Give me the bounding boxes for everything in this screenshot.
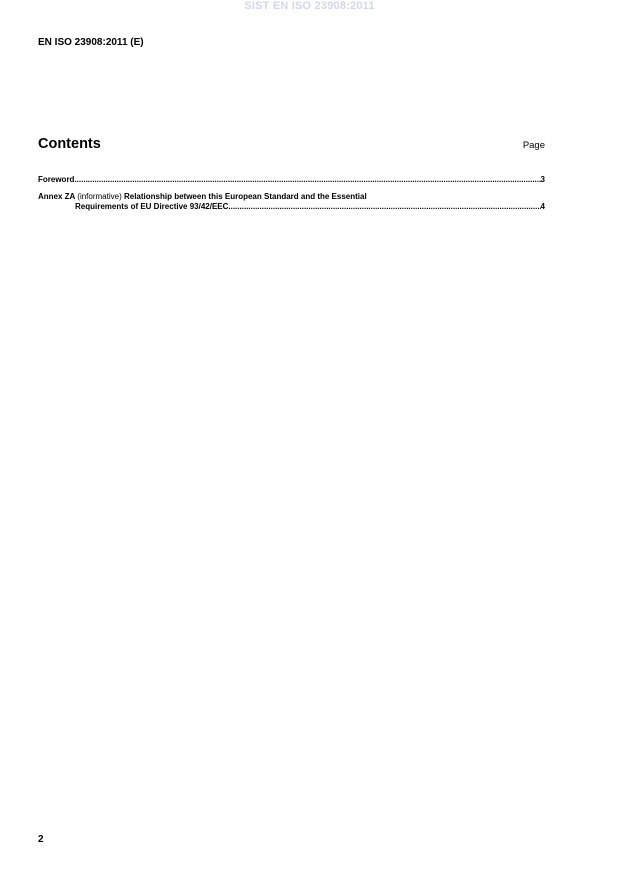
watermark: SIST EN ISO 23908:2011: [244, 0, 375, 12]
toc-entry-annex-qualifier: (informative): [77, 192, 122, 201]
page-number: 2: [38, 834, 44, 845]
toc-entry-annex-title-line2: Requirements of EU Directive 93/42/EEC: [75, 202, 229, 211]
contents-heading: Contents: [38, 136, 101, 152]
toc-leader-dots: [228, 202, 540, 211]
toc-entry-annex-line2: [38, 202, 545, 211]
document-identifier: EN ISO 23908:2011 (E): [38, 37, 144, 48]
page-column-label: Page: [522, 140, 545, 151]
toc-entry-foreword[interactable]: [38, 175, 545, 184]
toc-entry-page: 4: [540, 202, 545, 211]
table-of-contents: [38, 175, 545, 211]
toc-entry-annex-za[interactable]: [38, 192, 545, 211]
toc-entry-annex-prefix: Annex ZA: [38, 192, 76, 201]
toc-entry-annex-title-line1: Relationship between this European Standard and the Essential: [123, 192, 367, 201]
toc-entry-page: 3: [540, 175, 545, 184]
toc-leader-dots: [74, 175, 540, 184]
toc-entry-annex-line1: [38, 192, 545, 201]
toc-entry-label: Foreword: [38, 175, 75, 184]
